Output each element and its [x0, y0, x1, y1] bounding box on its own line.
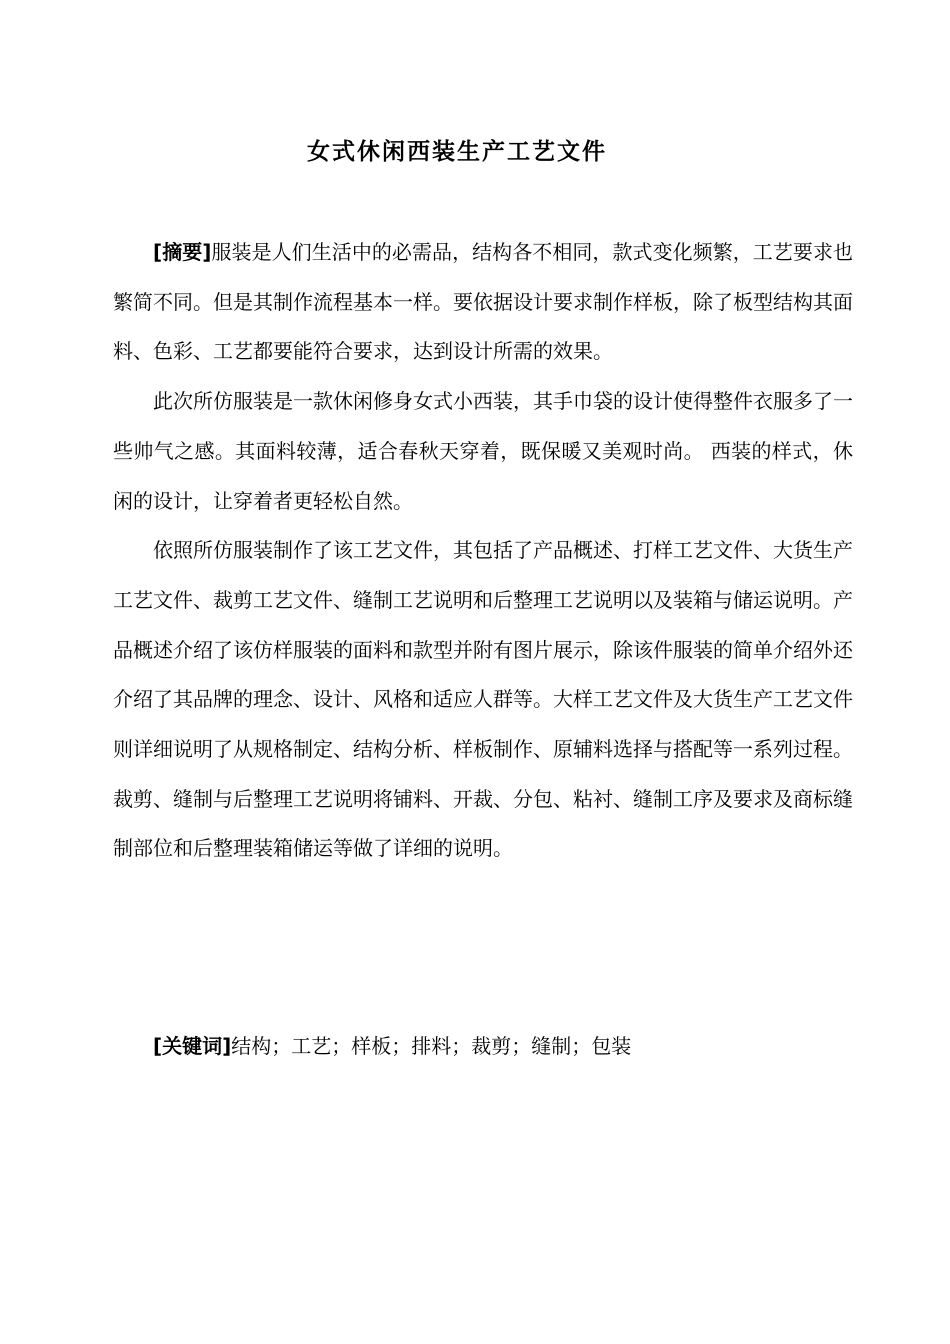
abstract-paragraph-1: [113, 228, 853, 377]
keywords-section: [113, 1022, 853, 1072]
document-title: 女式休闲西装生产工艺文件: [307, 139, 607, 165]
abstract-paragraph-1-text: 服装是人们生活中的必需品，结构各不相同，款式变化频繁，工艺要求也繁简不同。但是其制作流程基本一样。要依据设计要求制作样板，除了板型结构其面料、色彩、工艺都要能符合要求，达到设计所需的效果。: [113, 240, 854, 364]
abstract-paragraph-2: 此次所仿服装是一款休闲修身女式小西装，其手巾袋的设计使得整件衣服多了一些帅气之感。其面料较薄，适合春秋天穿着，既保暖又美观时尚。 西装的样式，休闲的设计，让穿着者更轻松自然。: [113, 389, 853, 513]
keywords-label: [关键词]: [153, 1034, 232, 1058]
abstract-label: [摘要]: [153, 240, 212, 264]
abstract-paragraph-3: 依照所仿服装制作了该工艺文件，其包括了产品概述、打样工艺文件、大货生产工艺文件、裁剪工艺文件、缝制工艺说明和后整理工艺说明以及装箱与储运说明。产品概述介绍了该仿样服装的面料和款型并附有图片展示，除该件服装的简单介绍外还介绍了其品牌的理念、设计、风格和适应人群等。大样工艺文件及大货生产工艺文件则详细说明了从规格制定、结构分析、样板制作、原辅料选择与搭配等一系列过程。裁剪、缝制与后整理工艺说明将铺料、开裁、分包、粘衬、缝制工序及要求及商标缝制部位和后整理装箱储运等做了详细的说明。: [113, 538, 853, 861]
keywords-text: 结构；工艺；样板；排料；裁剪；缝制；包装: [231, 1034, 632, 1058]
abstract-section: [113, 228, 853, 874]
